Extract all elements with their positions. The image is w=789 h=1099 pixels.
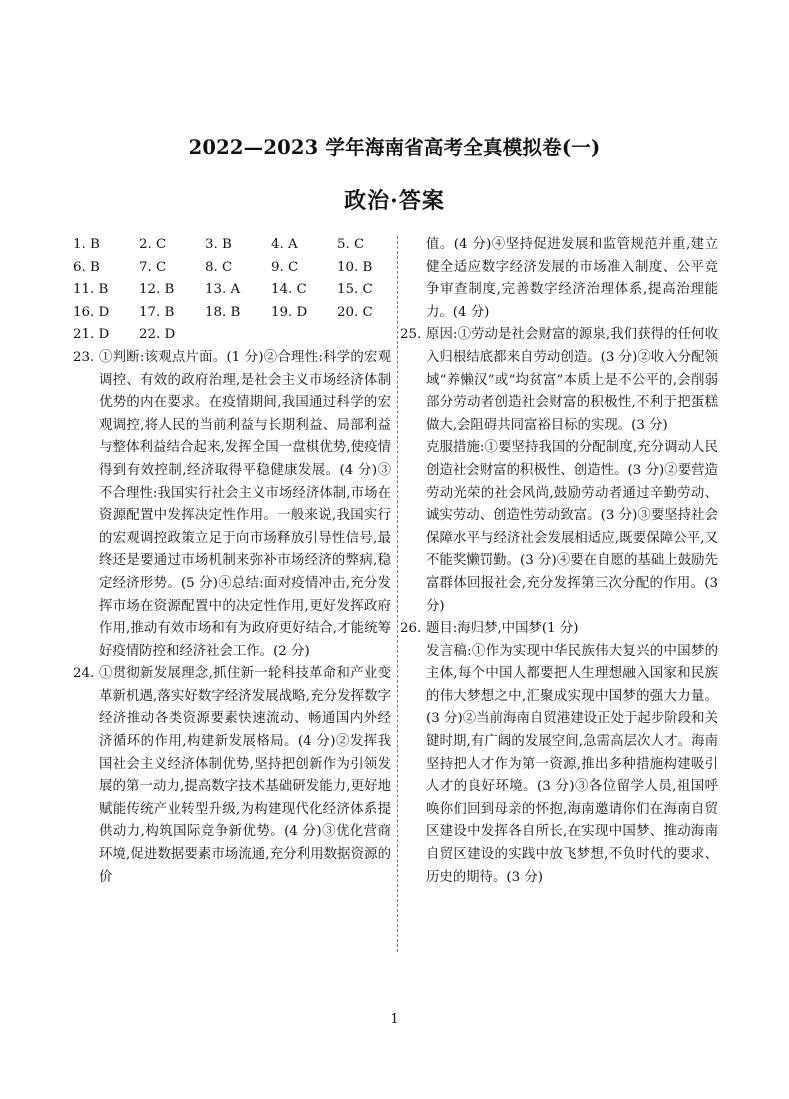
choice-answer: 1. B <box>73 237 100 252</box>
question-number: 23. <box>73 349 95 365</box>
answer-text: ①贯彻新发展理念,抓住新一轮科技革命和产业变革新机遇,落实好数字经济发展战略,充分发挥数字经济推动各类资源要素快速流动、畅通国内外经济循环的作用,构建新发展格局。(4 分)②发挥我国社会主义经济体制优势,坚持把创新作为引领发展的第一动力,提高数字技术基础研发能力,更好地赋能传统产业转型升级,为构建现代化经济体系提供动力,构筑国际竞争新优势。(4 分)③优化营商环境,促进数据要素市场流通,充分利用数据资源的价 <box>99 666 391 885</box>
choice-answer: 16. D <box>73 304 110 320</box>
answer-measures: 克服措施:①要坚持我国的分配制度,充分调动人民创造社会财富的积极性、创造性。(3 分)②要营造劳动光荣的社会风尚,鼓励劳动者通过辛勤劳动、诚实劳动、创造性劳动致富。(3 分)③要坚持社会保障水平与经济社会发展相适应,既要保障公平,又不能奖懒罚勤。(3 分)④要在自愿的基础上鼓励先富群体回报社会,充分发挥第三次分配的作用。(3 分) <box>426 440 718 614</box>
choice-answer: 19. D <box>271 304 308 320</box>
choice-answer: 18. B <box>205 304 241 320</box>
document-subtitle: 政治·答案 <box>344 188 445 214</box>
question-number: 24. <box>73 666 95 682</box>
choice-answer: 22. D <box>139 327 176 343</box>
choice-answer: 13. A <box>205 282 241 298</box>
choice-answer: 2. C <box>139 237 167 252</box>
choice-answer: 20. C <box>337 304 373 320</box>
choice-answer: 17. B <box>139 304 175 320</box>
column-divider <box>397 236 398 952</box>
choice-answer: 12. B <box>139 282 175 298</box>
choice-answer: 14. C <box>271 282 307 298</box>
page-number: 1 <box>390 1012 399 1027</box>
answer-25 <box>400 324 718 618</box>
document-title: 2022—2023 学年海南省高考全真模拟卷(一) <box>188 136 601 159</box>
answer-24-continued <box>400 234 718 324</box>
answer-speech: 发言稿:①作为实现中华民族伟大复兴的中国梦的主体,每个中国人都要把人生理想融入国家和民族的伟大梦想之中,汇聚成实现中国梦的强大力量。(3 分)②当前海南自贸港建设正处于起步阶段和关键时期,有广阔的发展空间,急需高层次人才。海南坚持把人才作为第一资源,推出多种措施构建吸引人才的良好环境。(3 分)③各位留学人员,祖国呼唤你们回到母亲的怀抱,海南邀请你们在海南自贸区建设中发挥各自所长,在实现中国梦、推动海南自贸区建设的实践中放飞梦想,不负时代的要求、历史的期待。(3 分) <box>426 643 718 885</box>
answer-24 <box>73 663 391 889</box>
choice-answer: 15. C <box>337 282 373 298</box>
answer-reason: 原因:①劳动是社会财富的源泉,我们获得的任何收入归根结底都来自劳动创造。(3 分)②收入分配领域“养懒汉”或“均贫富”本质上是不公平的,会削弱部分劳动者创造社会财富的积极性,不利于把蛋糕做大,会阻碍共同富裕目标的实现。(3 分) <box>426 327 718 433</box>
choice-answer: 8. C <box>205 259 233 275</box>
choice-answer: 4. A <box>271 237 298 252</box>
question-number: 25. <box>400 327 422 343</box>
choice-answer: 6. B <box>73 259 100 275</box>
answer-text: 值。(4 分)④坚持促进发展和监管规范并重,建立健全适应数字经济发展的市场准入制度、公平竞争审查制度,完善数字经济治理体系,提高治理能力。(4 分) <box>426 237 718 320</box>
choice-answer: 3. B <box>205 237 232 252</box>
choice-answer: 9. C <box>271 259 299 275</box>
answer-23 <box>73 347 391 663</box>
choice-answer: 11. B <box>73 282 109 298</box>
question-number: 26. <box>400 621 422 637</box>
choice-answer: 21. D <box>73 327 110 343</box>
right-column <box>400 234 718 889</box>
choice-answer: 10. B <box>337 259 373 275</box>
answer-text: ①判断:该观点片面。(1 分)②合理性:科学的宏观调控、有效的政府治理,是社会主义市场经济体制优势的内在要求。在疫情期间,我国通过科学的宏观调控,将人民的当前利益与长期利益、局部利益与整体利益结合起来,发挥全国一盘棋优势,使疫情得到有效控制,经济取得平稳健康发展。(4 分)③不合理性:我国实行社会主义市场经济体制,市场在资源配置中发挥决定性作用。一般来说,我国实行的宏观调控政策立足于向市场释放引导性信号,最终还是要通过市场机制来弥补市场经济的弊病,稳定经济形势。(5 分)④总结:面对疫情冲击,充分发挥市场在资源配置中的决定性作用,更好发挥政府作用,推动有效市场和有为政府更好结合,才能统筹好疫情防控和经济社会工作。(2 分) <box>99 349 391 659</box>
choice-answer: 7. C <box>139 259 167 275</box>
choice-answer: 5. C <box>337 237 365 252</box>
answer-26 <box>400 618 718 889</box>
left-column <box>73 234 391 889</box>
choice-answer-grid <box>73 234 391 347</box>
answer-topic: 题目:海归梦,中国梦(1 分) <box>426 621 579 637</box>
